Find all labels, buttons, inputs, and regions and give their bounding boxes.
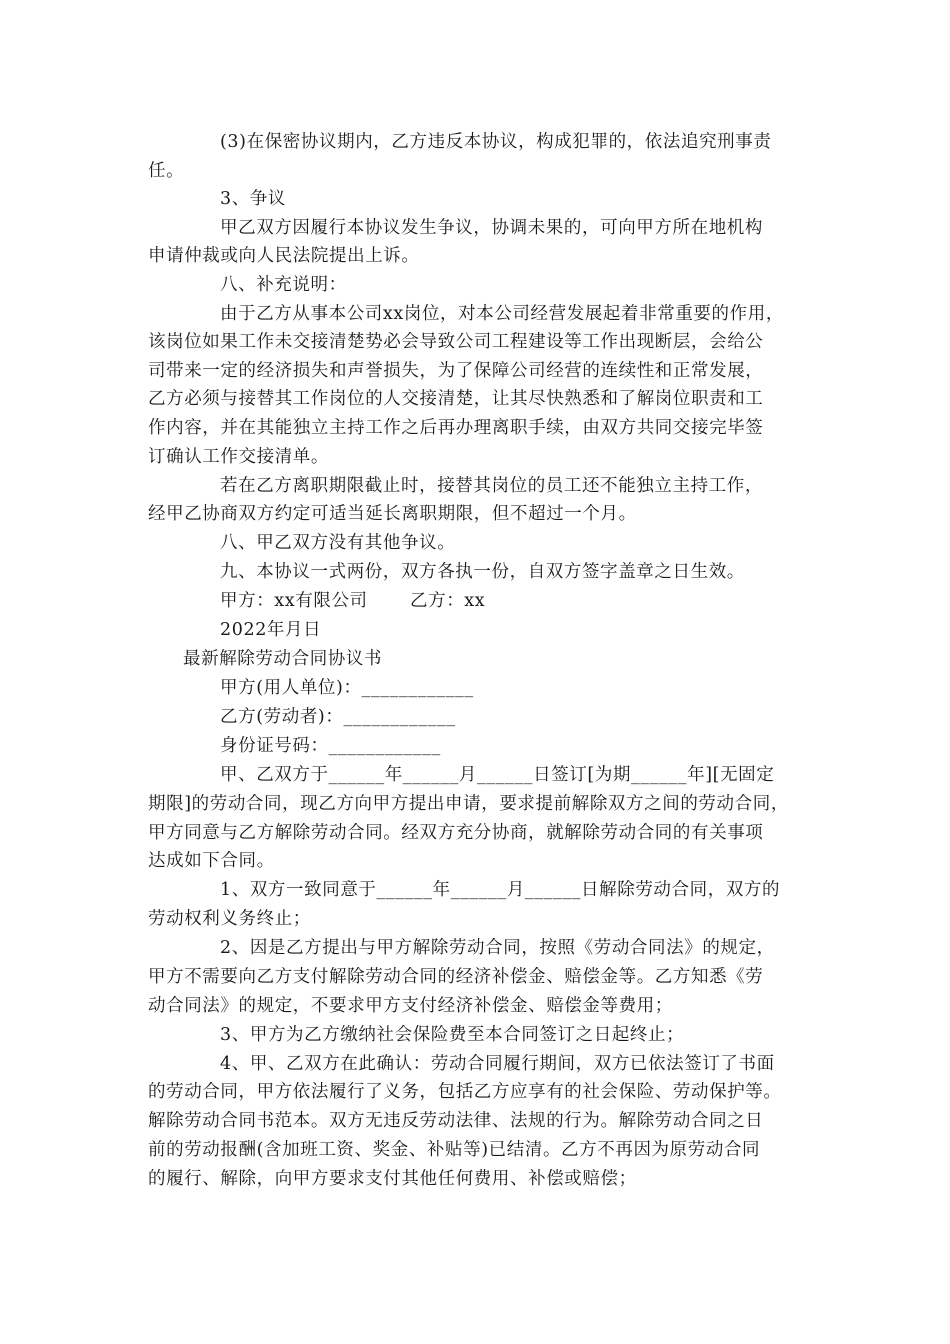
date-line: 2022年月日 [220,620,322,640]
text-line: 甲方同意与乙方解除劳动合同。经双方充分协商，就解除劳动合同的有关事项 [148,823,764,843]
text-line: (3)在保密协议期内，乙方违反本协议，构成犯罪的，依法追究刑事责 [220,132,772,152]
text-line: 经甲乙协商双方约定可适当延长离职期限，但不超过一个月。 [148,504,637,524]
party-b-field: 乙方(劳动者)：____________ [220,707,456,727]
text-line: 该岗位如果工作未交接清楚势必会导致公司工程建设等工作出现断层，会给公 [148,332,764,352]
text-line: 期限]的劳动合同，现乙方向甲方提出申请，要求提前解除双方之间的劳动合同， [148,794,789,814]
section-heading: 八、甲乙双方没有其他争议。 [220,533,456,553]
text-line: 司带来一定的经济损失和声誉损失，为了保障公司经营的连续性和正常发展， [148,361,764,381]
text-line: 甲乙双方因履行本协议发生争议，协调未果的，可向甲方所在地机构 [220,218,763,238]
text-line: 申请仲裁或向人民法院提出上诉。 [148,246,420,266]
section-heading: 3、争议 [220,189,287,209]
id-number-field: 身份证号码：____________ [220,736,441,756]
text-line: 由于乙方从事本公司xx岗位，对本公司经营发展起着非常重要的作用， [220,304,784,324]
text-line: 动合同法》的规定，不要求甲方支付经济补偿金、赔偿金等费用； [148,996,673,1016]
text-line: 解除劳动合同书范本。双方无违反劳动法律、法规的行为。解除劳动合同之日 [148,1111,764,1131]
text-line: 任。 [148,161,185,181]
party-a-field: 甲方(用人单位)：____________ [220,678,474,698]
text-line: 前的劳动报酬(含加班工资、奖金、补贴等)已结清。乙方不再因为原劳动合同 [148,1140,761,1160]
text-line: 甲、乙双方于______年______月______日签订[为期______年][无固定 [220,765,775,785]
text-line: 乙方必须与接替其工作岗位的人交接清楚，让其尽快熟悉和了解岗位职责和工 [148,389,764,409]
signature-line: 甲方：xx有限公司 乙方：xx [220,591,486,611]
text-line: 的劳动合同，甲方依法履行了义务，包括乙方应享有的社会保险、劳动保护等。 [148,1082,782,1102]
text-line: 达成如下合同。 [148,851,275,871]
text-line: 1、双方一致同意于______年______月______日解除劳动合同，双方的 [220,880,781,900]
text-line: 3、甲方为乙方缴纳社会保险费至本合同签订之日起终止； [220,1025,685,1045]
document-title: 最新解除劳动合同协议书 [183,649,383,669]
section-heading: 八、补充说明： [220,275,347,295]
text-line: 甲方不需要向乙方支付解除劳动合同的经济补偿金、赔偿金等。乙方知悉《劳 [148,967,764,987]
text-line: 九、本协议一式两份，双方各执一份，自双方签字盖章之日生效。 [220,562,745,582]
text-line: 2、因是乙方提出与甲方解除劳动合同，按照《劳动合同法》的规定， [220,938,775,958]
text-line: 订确认工作交接清单。 [148,447,329,467]
text-line: 劳动权利义务终止； [148,909,311,929]
text-line: 作内容，并在其能独立主持工作之后再办理离职手续，由双方共同交接完毕签 [148,418,764,438]
text-line: 若在乙方离职期限截止时，接替其岗位的员工还不能独立主持工作， [220,476,763,496]
text-line: 的履行、解除，向甲方要求支付其他任何费用、补偿或赔偿； [148,1169,637,1189]
text-line: 4、甲、乙双方在此确认：劳动合同履行期间，双方已依法签订了书面 [220,1054,775,1074]
